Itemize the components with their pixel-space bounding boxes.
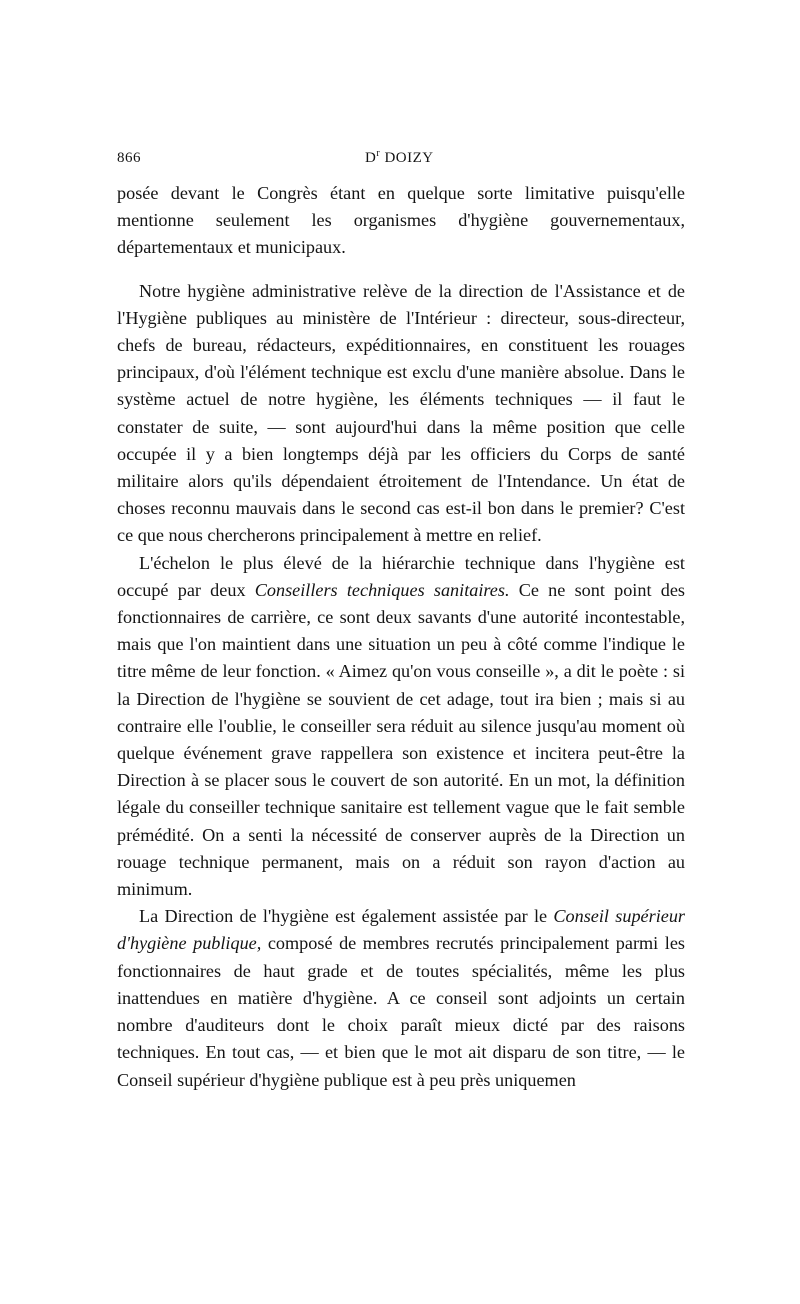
paragraph-administrative-hygiene: Notre hygiène administrative relève de la direction de l'Assistance et de l'Hygiène publiques au ministère de l'Intérieur : directeur, sous-directeur, chefs de bureau, rédacteurs, expéditionnaires, en constituent les rouages principaux, d'où l'élément technique est exclu d'une manière absolue. Dans le système actuel de notre hygiène, les éléments techniques — il faut le constater de suite, — sont aujourd'hui dans la même position que celle occupée il y a bien longtemps déjà par les officiers du Corps de santé militaire alors qu'ils dépendaient étroitement de l'Intendance. Un état de choses reconnu mauvais dans le second cas est-il bon dans le premier? C'est ce que nous chercherons principalement à mettre en relief. <box>117 280 685 546</box>
paragraph-text: La Direction de l'hygiène est également assistée par le <box>139 906 554 927</box>
paragraph-text: L'échelon le plus élevé de la hiérarchie technique dans l'hygiène est occupé par deux <box>117 552 685 600</box>
page-number: 866 <box>117 150 141 166</box>
author-prefix: D <box>365 150 377 166</box>
book-page <box>117 150 685 1094</box>
body-text <box>117 180 685 1094</box>
running-head-author <box>365 150 434 167</box>
running-head <box>117 150 685 174</box>
paragraph-technical-advisers <box>117 550 685 904</box>
italic-term: Conseillers techniques sanitaires. <box>254 579 510 600</box>
paragraph-continuation: posée devant le Congrès étant en quelque sorte limitative puisqu'elle mentionne seulement les organismes d'hygiène gouvernementaux, départementaux et municipaux. <box>117 183 685 258</box>
paragraph-text: composé de membres recrutés principalement parmi les fonctionnaires de haut grade et de toutes spécialités, même les plus inattendues en matière d'hygiène. A ce conseil sont adjoints un certain nombre d'auditeurs dont le choix paraît mieux dicté par des raisons techniques. En tout cas, — et bien que le mot ait disparu de son titre, — le Conseil supérieur d'hygiène publique est à peu près uniquemen <box>117 933 685 1090</box>
paragraph-text: Ce ne sont point des fonctionnaires de carrière, ce sont deux savants d'une autorité incontestable, mais que l'on maintient dans une situation un peu à côté comme l'indique le titre même de leur fonction. « Aimez qu'on vous conseille », a dit le poète : si la Direction de l'hygiène se souvient de cet adage, tout ira bien ; mais si au contraire elle l'oublie, le conseiller sera réduit au silence jusqu'au moment où quelque événement grave rappellera son existence et incitera peut-être la Direction à se placer sous le couvert de son autorité. En un mot, la définition légale du conseiller technique sanitaire est tellement vague que le fait semble prémédité. On a senti la nécessité de conserver auprès de la Direction un rouage technique permanent, mais on a réduit son rayon d'action au minimum. <box>117 579 685 900</box>
author-name: DOIZY <box>380 150 434 166</box>
italic-term: Conseil supérieur d'hygiène publique, <box>117 906 685 954</box>
paragraph-superior-council <box>117 903 685 1093</box>
author-superscript: r <box>376 148 381 159</box>
